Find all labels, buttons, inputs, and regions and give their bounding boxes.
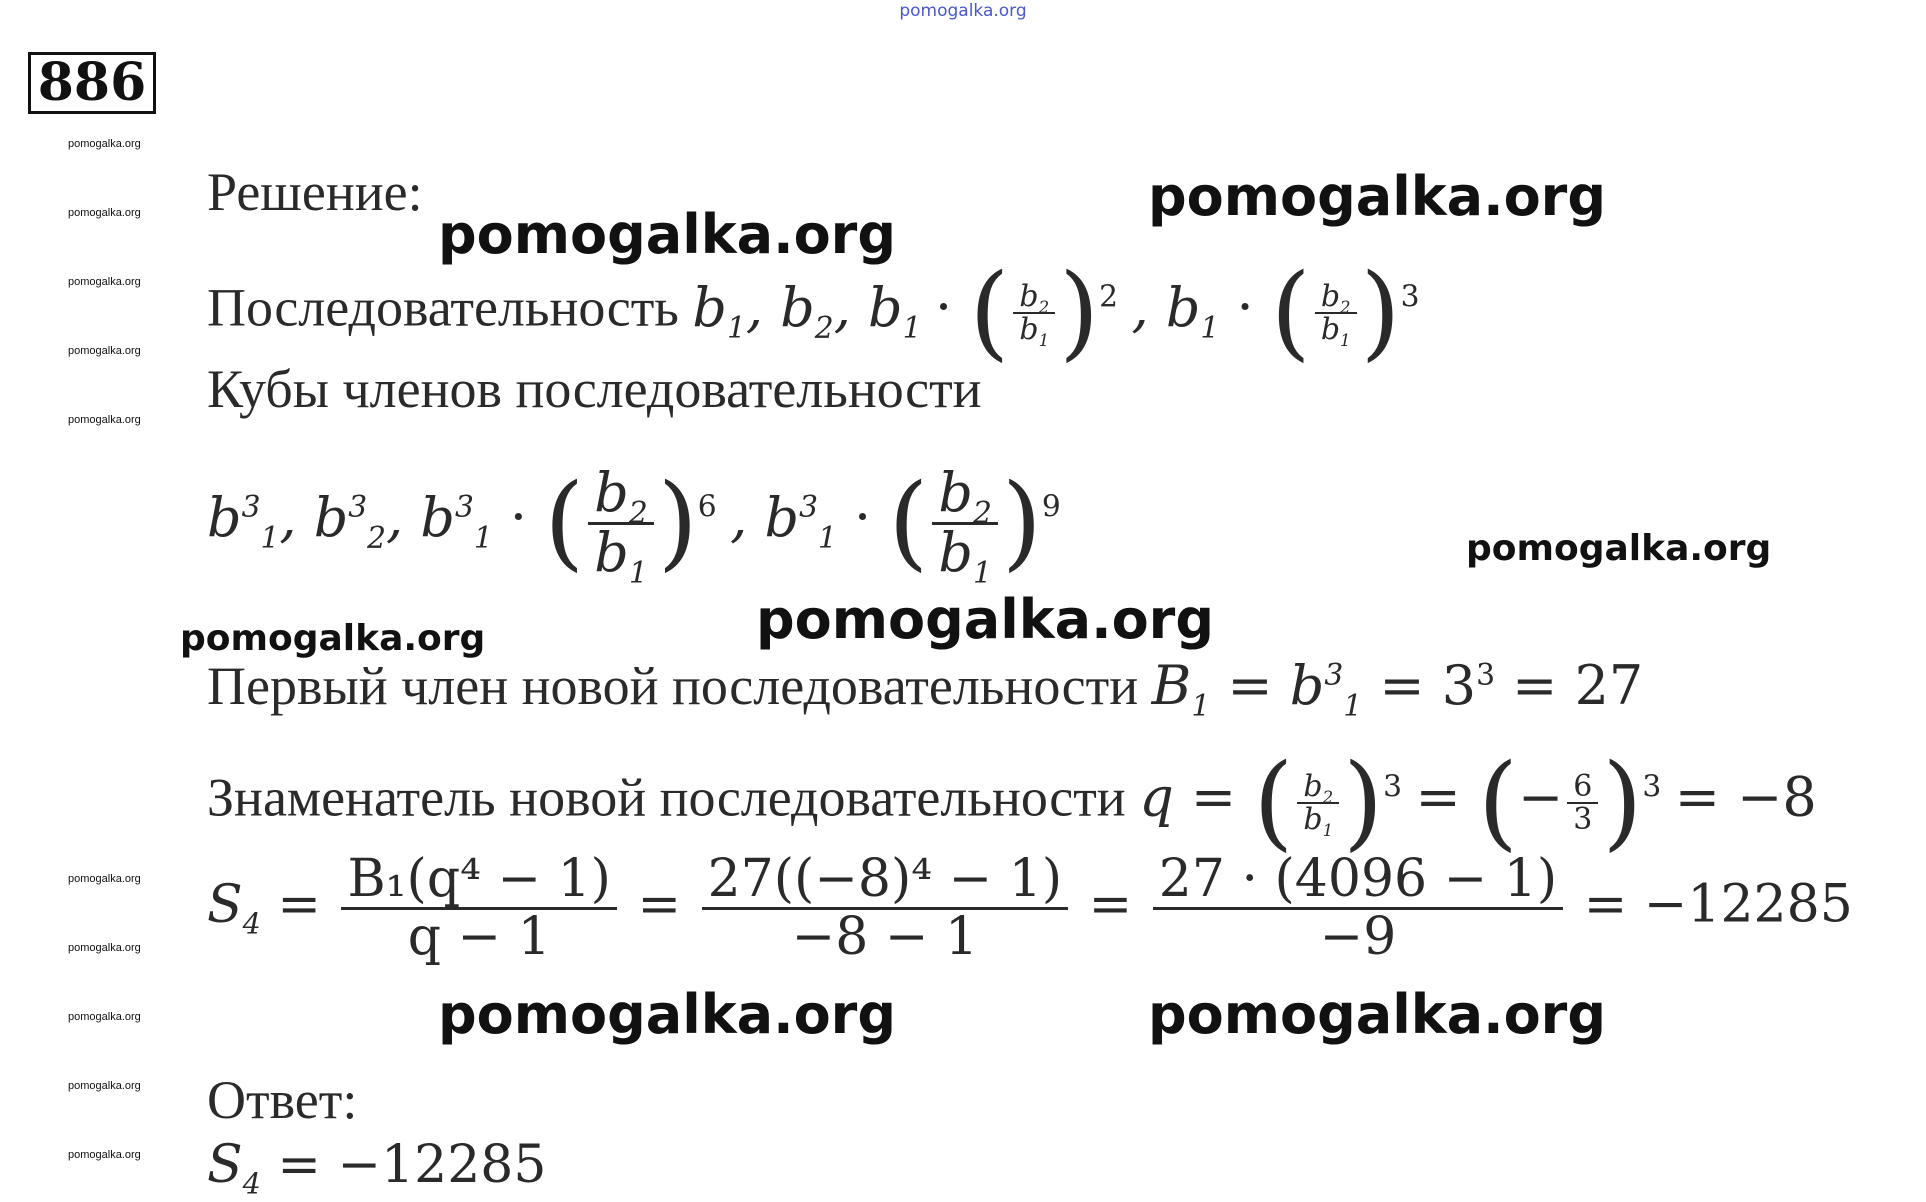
watermark-small: pomogalka.org [68, 1080, 141, 1092]
watermark-small: pomogalka.org [68, 1149, 141, 1161]
frac-denominator-3: −9 [1319, 906, 1397, 967]
sum-value: −12285 [1643, 874, 1853, 935]
ratio-line: Знаменатель новой последовательности q = ( $\frac{b_2}{b_1}$ )$^3$ = (− $\frac{6}{3}$ )$^3$ = −8 [207, 743, 1817, 862]
watermark-small: pomogalka.org [68, 345, 141, 357]
watermark-small: pomogalka.org [68, 207, 141, 219]
watermark-large: pomogalka.org [756, 588, 1214, 651]
sequence-label: Последовательность [207, 277, 679, 338]
watermark-small: pomogalka.org [68, 942, 141, 954]
watermark-medium: pomogalka.org [180, 618, 486, 659]
sum-calculation: $S_4$ = $\frac{\text{B₁(q⁴ − 1)}}{q - 1}$ = $\frac{\text{27((−8)⁴ − 1)}}{-8 - 1}$ = $\frac{27 \cdot (4096 - 1)}{-9}$ = −12285 [207, 849, 1853, 967]
answer-value: −12285 [337, 1135, 547, 1195]
frac-denominator-1: q − 1 [407, 906, 551, 967]
watermark-small: pomogalka.org [68, 138, 141, 150]
frac-numerator-2: 27((−8)⁴ − 1) [702, 852, 1069, 910]
watermark-large: pomogalka.org [1148, 983, 1606, 1046]
first-term-line: Первый член новой последовательности $B_1 = b^3_1 = 3^3 = 27$ [207, 654, 1644, 724]
site-link[interactable]: pomogalka.org [899, 1, 1027, 21]
solution-heading: Решение: [207, 162, 423, 222]
answer-line: $S_4 = -12285$ [207, 1135, 547, 1201]
first-term-label: Первый член новой последовательности [207, 656, 1139, 716]
watermark-small: pomogalka.org [68, 414, 141, 426]
frac-numerator-3: 27 · (4096 − 1) [1153, 852, 1563, 910]
watermark-medium: pomogalka.org [1466, 528, 1772, 569]
sequence-line: Последовательность $b_1$, $b_2$, $b_1$ · ( $\frac{b_2}{b_1}$ )$^2$ , $b_1$ · ( $\frac{b_2}{b_1}$ )$^3$ [207, 253, 1420, 372]
answer-heading: Ответ: [207, 1070, 358, 1130]
cubes-sequence: $b^3_1$, $b^3_2$, $b^3_1$ · ( $\frac{b_2}{b_1}$ )$^6$ , $b^3_1$ · ( $\frac{b_2}{b_1}$ )$^9$ [207, 461, 1061, 591]
frac-denominator-2: −8 − 1 [791, 906, 979, 967]
frac-numerator-1: B₁(q⁴ − 1) [341, 852, 616, 910]
watermark-large: pomogalka.org [438, 983, 896, 1046]
first-term-value: 27 [1574, 654, 1644, 717]
problem-number: 886 [28, 52, 156, 114]
watermark-small: pomogalka.org [68, 1011, 141, 1023]
watermark-small: pomogalka.org [68, 873, 141, 885]
cubes-label: Кубы членов последовательности [207, 359, 982, 419]
ratio-label: Знаменатель новой последовательности [207, 767, 1126, 828]
watermark-large: pomogalka.org [1148, 165, 1606, 228]
watermark-large: pomogalka.org [438, 203, 896, 266]
watermark-small: pomogalka.org [68, 276, 141, 288]
ratio-value: −8 [1737, 765, 1817, 829]
